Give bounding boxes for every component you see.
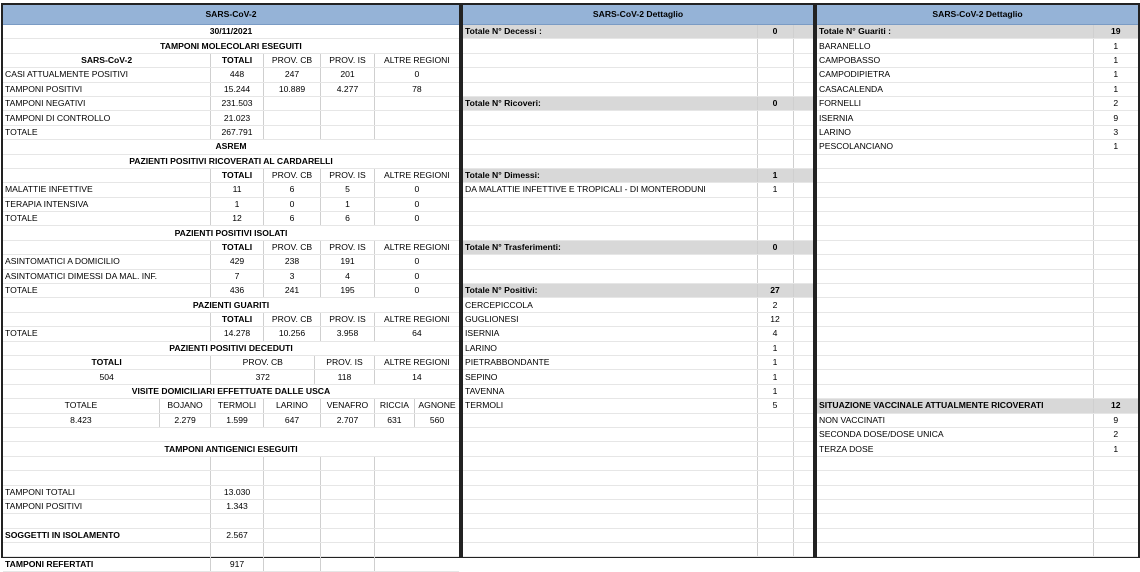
- column-header: PROV. IS: [321, 53, 374, 67]
- cell: 10.889: [263, 82, 321, 96]
- cell: 1: [1093, 140, 1138, 154]
- deceduti-table: [3, 356, 459, 399]
- row-label: BARANELLO: [817, 39, 1093, 53]
- summary-panel: [1, 3, 461, 569]
- table-row: [3, 82, 459, 96]
- section-title: PAZIENTI POSITIVI DECEDUTI: [3, 341, 459, 355]
- cell: 10.256: [263, 327, 321, 341]
- table-header-row: [3, 168, 459, 182]
- row-label: TERAPIA INTENSIVA: [3, 197, 211, 211]
- cell: 1: [1093, 68, 1138, 82]
- column-header: TOTALI: [211, 240, 263, 254]
- table-row: [463, 183, 813, 197]
- row-label: NON VACCINATI: [817, 413, 1093, 427]
- cell: 6: [263, 212, 321, 226]
- row-label: FORNELLI: [817, 96, 1093, 110]
- row-label: TERMOLI: [463, 399, 757, 413]
- cell: 6: [263, 183, 321, 197]
- table-row: [817, 111, 1138, 125]
- total-row: [463, 240, 813, 254]
- table-row: [817, 96, 1138, 110]
- column-header: TOTALI: [3, 356, 211, 370]
- cell: 1: [321, 197, 374, 211]
- cell: 9: [1093, 413, 1138, 427]
- cell: 2: [757, 298, 793, 312]
- table-row: [817, 140, 1138, 154]
- row-label: CASACALENDA: [817, 82, 1093, 96]
- detail-table: [463, 5, 813, 557]
- detail-panel-deaths-positives: [461, 3, 815, 558]
- cell: 8.423: [3, 413, 159, 427]
- row-label: Totale N° Positivi:: [463, 284, 757, 298]
- cell: 118: [315, 370, 375, 384]
- cell: 372: [211, 370, 315, 384]
- table-row: [463, 327, 813, 341]
- section-title: PAZIENTI GUARITI: [3, 298, 459, 312]
- cell: 1: [1093, 53, 1138, 67]
- cell: 6: [321, 212, 374, 226]
- table-row: [463, 384, 813, 398]
- cell: 14.278: [211, 327, 263, 341]
- cell: 560: [415, 413, 459, 427]
- cell: 3.958: [321, 327, 374, 341]
- row-label: LARINO: [463, 341, 757, 355]
- cell: 4: [321, 269, 374, 283]
- cell: 1: [1093, 39, 1138, 53]
- column-header: TOTALE: [3, 399, 159, 413]
- cell: 3: [263, 269, 321, 283]
- cell: 247: [263, 68, 321, 82]
- panel-header: SARS-CoV-2: [3, 5, 459, 25]
- row-label: CAMPOBASSO: [817, 53, 1093, 67]
- row-label: Totale N° Dimessi:: [463, 168, 757, 182]
- total-row: [817, 25, 1138, 39]
- cell: 78: [374, 82, 459, 96]
- cell: 1: [757, 355, 793, 369]
- section-title: PAZIENTI POSITIVI RICOVERATI AL CARDARELLI: [3, 154, 459, 168]
- cell: 0: [374, 255, 459, 269]
- row-label: TAMPONI POSITIVI: [3, 499, 211, 513]
- row-label: TAMPONI REFERTATI: [3, 557, 211, 571]
- cell: 1: [757, 341, 793, 355]
- panel-header: SARS-CoV-2 Dettaglio: [817, 5, 1138, 25]
- table-header-row: [3, 53, 459, 67]
- total-row: [463, 284, 813, 298]
- table-row: [3, 68, 459, 82]
- cell: 13.030: [211, 485, 263, 499]
- row-label: TAMPONI NEGATIVI: [3, 96, 211, 110]
- table-row: [463, 312, 813, 326]
- table-row: [3, 183, 459, 197]
- row-label: PESCOLANCIANO: [817, 140, 1093, 154]
- cell: 238: [263, 255, 321, 269]
- row-label: SEPINO: [463, 370, 757, 384]
- column-header: BOJANO: [159, 399, 210, 413]
- cell: 1: [757, 168, 793, 182]
- cell: 1.343: [211, 499, 263, 513]
- column-header: ALTRE REGIONI: [374, 53, 459, 67]
- table-row: [463, 355, 813, 369]
- table-row: [817, 53, 1138, 67]
- cell: 1: [757, 183, 793, 197]
- cell: 631: [374, 413, 414, 427]
- cell: 2: [1093, 96, 1138, 110]
- table-row: [3, 499, 459, 513]
- section-title: PAZIENTI POSITIVI ISOLATI: [3, 226, 459, 240]
- column-header: ALTRE REGIONI: [374, 356, 459, 370]
- cell: 0: [757, 96, 793, 110]
- table-header-row: [3, 240, 459, 254]
- table-row: [3, 370, 459, 384]
- row-label: DA MALATTIE INFETTIVE E TROPICALI - DI MONTERODUNI: [463, 183, 757, 197]
- row-label: Totale N° Decessi :: [463, 25, 757, 39]
- column-header: ALTRE REGIONI: [374, 240, 459, 254]
- row-label: ISERNIA: [463, 327, 757, 341]
- column-header: RICCIA: [374, 399, 414, 413]
- section-title: VISITE DOMICILIARI EFFETTUATE DALLE USCA: [3, 384, 459, 398]
- report-date: 30/11/2021: [3, 25, 459, 39]
- table-row: [3, 111, 459, 125]
- table-header-row: [3, 356, 459, 370]
- cell: 504: [3, 370, 211, 384]
- row-label: TAMPONI POSITIVI: [3, 82, 211, 96]
- table-row: [817, 442, 1138, 456]
- section-title: TAMPONI ANTIGENICI ESEGUITI: [3, 442, 459, 456]
- cell: 12: [757, 312, 793, 326]
- column-header: PROV. CB: [263, 240, 321, 254]
- table-row: [817, 39, 1138, 53]
- panel-header: SARS-CoV-2 Dettaglio: [463, 5, 813, 25]
- cell: 1: [1093, 442, 1138, 456]
- cell: 4.277: [321, 82, 374, 96]
- table-header-row: [3, 399, 459, 413]
- row-label: PIETRABBONDANTE: [463, 355, 757, 369]
- row-label: TOTALE: [3, 125, 211, 139]
- cell: 0: [374, 269, 459, 283]
- total-row: [463, 168, 813, 182]
- cell: 429: [211, 255, 263, 269]
- table-row: [3, 557, 459, 571]
- column-header: ALTRE REGIONI: [374, 168, 459, 182]
- cell: 15.244: [211, 82, 263, 96]
- row-label: ISERNIA: [817, 111, 1093, 125]
- cell: 1: [757, 370, 793, 384]
- column-header: PROV. IS: [321, 240, 374, 254]
- table-row: [817, 427, 1138, 441]
- column-header: TOTALI: [211, 168, 263, 182]
- cell: 1: [1093, 82, 1138, 96]
- row-label: Totale N° Ricoveri:: [463, 96, 757, 110]
- cell: 231.503: [211, 96, 263, 110]
- cell: 0: [374, 284, 459, 298]
- row-label: CASI ATTUALMENTE POSITIVI: [3, 68, 211, 82]
- detail-panel-recovered-vaccination: [815, 3, 1140, 558]
- table-row: [817, 82, 1138, 96]
- column-header: PROV. IS: [315, 356, 375, 370]
- table-row: [3, 212, 459, 226]
- row-label: CAMPODIPIETRA: [817, 68, 1093, 82]
- table-row: [463, 298, 813, 312]
- column-header: PROV. CB: [263, 168, 321, 182]
- section-title: TAMPONI MOLECOLARI ESEGUITI: [3, 39, 459, 53]
- cell: 191: [321, 255, 374, 269]
- row-label: SECONDA DOSE/DOSE UNICA: [817, 427, 1093, 441]
- row-label: TERZA DOSE: [817, 442, 1093, 456]
- row-label: MALATTIE INFETTIVE: [3, 183, 211, 197]
- row-label: TOTALE: [3, 327, 211, 341]
- cell: 0: [374, 212, 459, 226]
- detail-table: [817, 5, 1138, 557]
- antigenici-table: [3, 428, 459, 572]
- table-row: [3, 197, 459, 211]
- cell: 4: [757, 327, 793, 341]
- total-row: [463, 25, 813, 39]
- row-label: TOTALE: [3, 212, 211, 226]
- table-row: [3, 269, 459, 283]
- table-row: [463, 370, 813, 384]
- table-row: [3, 125, 459, 139]
- row-label: Totale N° Guariti :: [817, 25, 1093, 39]
- row-label: TAVENNA: [463, 384, 757, 398]
- column-header: PROV. IS: [321, 312, 374, 326]
- column-header: PROV. CB: [263, 312, 321, 326]
- total-row: [463, 96, 813, 110]
- cell: 64: [374, 327, 459, 341]
- row-label: TAMPONI TOTALI: [3, 485, 211, 499]
- cell: 917: [211, 557, 263, 571]
- column-header: PROV. CB: [211, 356, 315, 370]
- table-row: [817, 68, 1138, 82]
- row-label: ASINTOMATICI DIMESSI DA MAL. INF.: [3, 269, 211, 283]
- table-row: [3, 528, 459, 542]
- table-row: [3, 255, 459, 269]
- cell: 1: [757, 384, 793, 398]
- cell: 1.599: [211, 413, 263, 427]
- row-label: SOGGETTI IN ISOLAMENTO: [3, 528, 211, 542]
- cell: 2.707: [321, 413, 374, 427]
- column-header: TOTALI: [211, 53, 263, 67]
- cell: 0: [374, 197, 459, 211]
- cell: 3: [1093, 125, 1138, 139]
- cell: 1: [211, 197, 263, 211]
- row-label: TAMPONI DI CONTROLLO: [3, 111, 211, 125]
- row-label: ASINTOMATICI A DOMICILIO: [3, 255, 211, 269]
- cell: 0: [757, 25, 793, 39]
- column-header: TOTALI: [211, 312, 263, 326]
- cell: 27: [757, 284, 793, 298]
- column-header: VENAFRO: [321, 399, 374, 413]
- cell: 12: [1093, 399, 1138, 413]
- cell: 0: [374, 68, 459, 82]
- table-row: [463, 399, 813, 413]
- cell: 2: [1093, 427, 1138, 441]
- cell: 14: [374, 370, 459, 384]
- table-row: [817, 125, 1138, 139]
- table-row: [3, 284, 459, 298]
- cell: 2.279: [159, 413, 210, 427]
- row-label: LARINO: [817, 125, 1093, 139]
- cell: 5: [757, 399, 793, 413]
- cell: 12: [211, 212, 263, 226]
- table-row: [3, 327, 459, 341]
- cell: 267.791: [211, 125, 263, 139]
- column-header: ALTRE REGIONI: [374, 312, 459, 326]
- row-label: GUGLIONESI: [463, 312, 757, 326]
- column-header: PROV. IS: [321, 168, 374, 182]
- cell: 436: [211, 284, 263, 298]
- section-title: ASREM: [3, 140, 459, 154]
- column-header: TERMOLI: [211, 399, 263, 413]
- cell: 9: [1093, 111, 1138, 125]
- cell: 19: [1093, 25, 1138, 39]
- cell: 201: [321, 68, 374, 82]
- cell: 0: [374, 183, 459, 197]
- table-row: [3, 96, 459, 110]
- total-row: [817, 399, 1138, 413]
- cell: 195: [321, 284, 374, 298]
- cell: 0: [263, 197, 321, 211]
- cell: 7: [211, 269, 263, 283]
- column-header: AGNONE: [415, 399, 459, 413]
- usca-table: [3, 399, 459, 428]
- table-row: [817, 413, 1138, 427]
- column-header: SARS-CoV-2: [3, 53, 211, 67]
- column-header: LARINO: [263, 399, 321, 413]
- cell: 11: [211, 183, 263, 197]
- row-label: TOTALE: [3, 284, 211, 298]
- row-label: SITUAZIONE VACCINALE ATTUALMENTE RICOVERATI: [817, 399, 1093, 413]
- cell: 241: [263, 284, 321, 298]
- cell: 448: [211, 68, 263, 82]
- row-label: Totale N° Trasferimenti:: [463, 240, 757, 254]
- table-row: [3, 413, 459, 427]
- row-label: CERCEPICCOLA: [463, 298, 757, 312]
- table-row: [3, 485, 459, 499]
- cell: 21.023: [211, 111, 263, 125]
- cell: 5: [321, 183, 374, 197]
- cell: 0: [757, 240, 793, 254]
- summary-table: [3, 5, 459, 356]
- table-header-row: [3, 312, 459, 326]
- cell: 647: [263, 413, 321, 427]
- cell: 2.567: [211, 528, 263, 542]
- column-header: PROV. CB: [263, 53, 321, 67]
- table-row: [463, 341, 813, 355]
